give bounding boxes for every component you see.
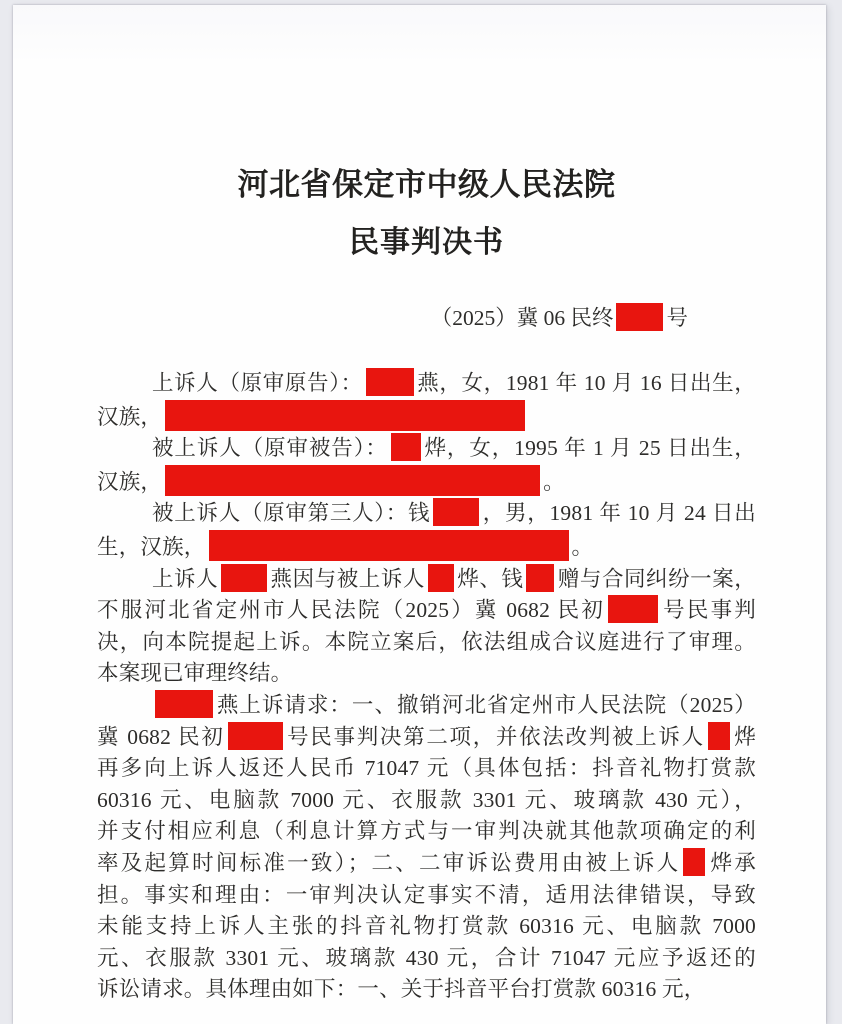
redaction-box [683, 848, 705, 876]
text-run: 冀 0682 民初 [97, 724, 225, 749]
text-run: ，男，1981 年 10 月 24 日出 [482, 501, 756, 526]
text-run: 未能支持上诉人主张的抖音礼物打赏款 60316 元、电脑款 7000 [97, 914, 756, 939]
text-run: 汉族， [97, 469, 163, 494]
text-run: 生，汉族， [97, 534, 206, 559]
redaction-box [228, 722, 283, 750]
redaction-box [608, 595, 658, 623]
redaction-box [155, 690, 213, 718]
document-type-title: 民事判决书 [349, 226, 504, 259]
body-line [97, 595, 756, 627]
body-line [97, 627, 756, 659]
body-line [97, 433, 756, 465]
text-run: 60316 元、电脑款 7000 元、衣服款 3301 元、玻璃款 430 元）， [97, 787, 756, 812]
text-run: 汉族， [97, 404, 163, 429]
text-run: 号民事判决第二项，并依法改判被上诉人 [285, 724, 705, 749]
redaction-box [165, 465, 540, 496]
redaction-box [526, 564, 554, 592]
text-run: 决，向本院提起上诉。本院立案后，依法组成合议庭进行了审理。 [97, 629, 756, 654]
redaction-box [616, 303, 663, 331]
text-run: 。 [571, 534, 594, 559]
text-run: 担。事实和理由：一审判决认定事实不清，适用法律错误，导致 [97, 882, 756, 907]
body-line [97, 400, 756, 434]
text-run: 上诉人 [152, 566, 219, 591]
case-number-prefix: （2025）冀 06 民终 [430, 306, 614, 330]
body-line [97, 722, 756, 754]
text-run: 被上诉人（原审被告）： [152, 436, 388, 461]
body-text [97, 368, 756, 1006]
text-run: 不服河北省定州市人民法院（2025）冀 0682 民初 [97, 598, 606, 623]
body-line [97, 530, 756, 564]
body-line [97, 368, 756, 400]
text-run: 烨承 [708, 850, 756, 875]
body-line [97, 465, 756, 499]
text-run: 燕因与被上诉人 [270, 566, 425, 591]
case-number-suffix: 号 [666, 306, 688, 330]
text-run: 赠与合同纠纷一案， [557, 566, 756, 591]
body-line [97, 880, 756, 912]
page-content [13, 166, 826, 1006]
redaction-box [221, 564, 267, 592]
text-run: 并支付相应利息（利息计算方式与一审判决就其他款项确定的利 [97, 819, 756, 844]
text-run: 烨，女，1995 年 1 月 25 日出生， [423, 436, 756, 461]
redaction-box [433, 498, 479, 526]
body-line [97, 564, 756, 596]
body-line [97, 911, 756, 943]
redaction-box [708, 722, 730, 750]
text-run: 燕上诉请求：一、撤销河北省定州市人民法院（2025） [216, 692, 756, 717]
body-line [97, 498, 756, 530]
body-line [97, 974, 756, 1006]
judgment-page [13, 5, 826, 1024]
text-run: 被上诉人（原审第三人）：钱 [152, 501, 431, 526]
body-line [97, 785, 756, 817]
court-name-title: 河北省保定市中级人民法院 [237, 167, 616, 202]
text-run: 上诉人（原审原告）： [152, 371, 363, 395]
redaction-box [366, 368, 414, 396]
text-run: 再多向上诉人返还人民币 71047 元（具体包括：抖音礼物打赏款 [97, 756, 756, 781]
text-run: 号民事判 [661, 598, 756, 623]
body-line [97, 753, 756, 785]
body-line [97, 658, 756, 690]
redaction-box [391, 433, 421, 461]
text-run: 本案现已审理终结。 [97, 661, 293, 686]
redaction-box [428, 564, 454, 592]
redaction-box [165, 400, 525, 431]
text-run: 诉讼请求。具体理由如下：一、关于抖音平台打赏款 60316 元， [97, 977, 706, 1002]
text-run: 元、衣服款 3301 元、玻璃款 430 元，合计 71047 元应予返还的 [97, 945, 756, 970]
text-run: 。 [543, 469, 565, 494]
body-line [97, 816, 756, 848]
redaction-box [209, 530, 569, 561]
body-line [97, 848, 756, 880]
text-run: 燕，女，1981 年 10 月 16 日出生， [416, 371, 756, 395]
text-run: 烨、钱 [456, 566, 524, 591]
body-line [97, 943, 756, 975]
text-run: 烨 [732, 724, 756, 749]
case-number-line [97, 303, 756, 334]
text-run: 率及起算时间标准一致）；二、二审诉讼费用由被上诉人 [97, 850, 681, 875]
body-line [97, 690, 756, 722]
